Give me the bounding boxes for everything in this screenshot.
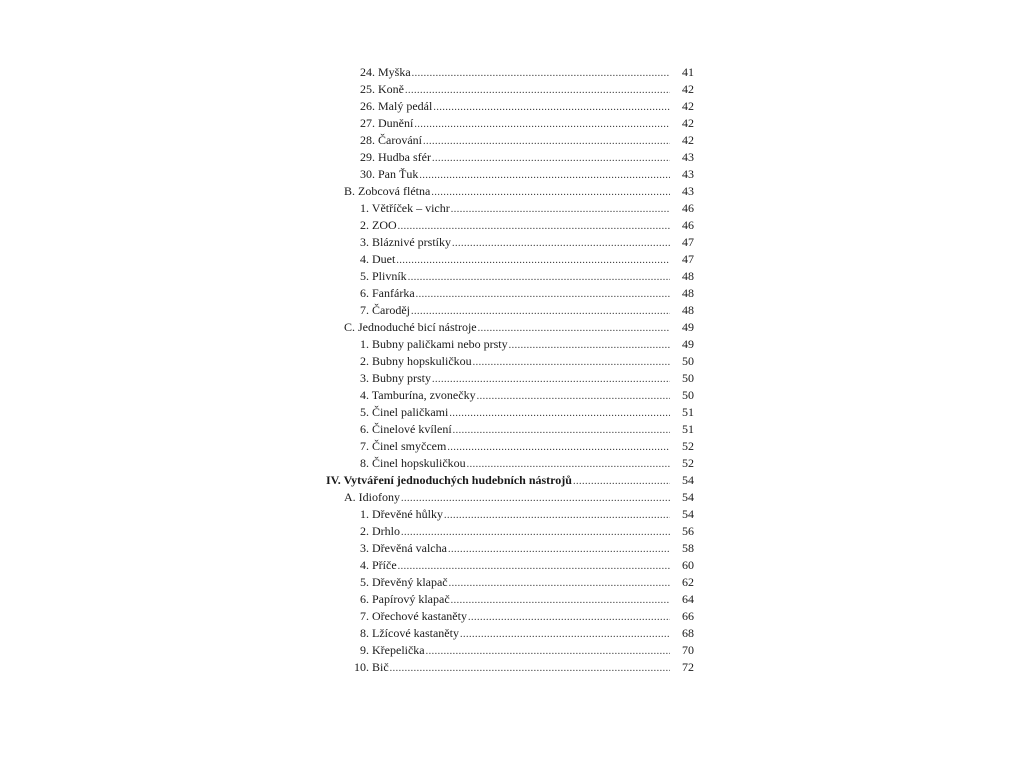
toc-entry — [326, 523, 694, 540]
toc-entry — [326, 642, 694, 659]
toc-entry-page-number: 46 — [682, 201, 694, 215]
toc-entry — [326, 489, 694, 506]
dot-leader — [473, 354, 670, 371]
toc-entry — [326, 353, 694, 370]
toc-entry-page-number: 42 — [682, 99, 694, 113]
dot-leader — [460, 626, 670, 643]
toc-entry — [326, 540, 694, 557]
toc-entry-title: 2. Bubny hopskuličkou — [360, 354, 472, 368]
toc-entry — [326, 421, 694, 438]
toc-entry-title: 1. Bubny paličkami nebo prsty — [360, 337, 508, 351]
toc-entry — [326, 200, 694, 217]
toc-entry-title: 6. Papírový klapač — [360, 592, 450, 606]
dot-leader — [411, 303, 670, 320]
toc-entry — [326, 506, 694, 523]
toc-entry — [326, 472, 694, 489]
toc-entry — [326, 404, 694, 421]
toc-entry-page-number: 66 — [682, 609, 694, 623]
toc-entry-title: 7. Činel smyčcem — [360, 439, 447, 453]
dot-leader — [416, 286, 670, 303]
toc-entry-page-number: 54 — [682, 507, 694, 521]
toc-entry — [326, 98, 694, 115]
dot-leader — [405, 82, 670, 99]
toc-entry-page-number: 48 — [682, 303, 694, 317]
dot-leader — [431, 184, 670, 201]
dot-leader — [432, 371, 670, 388]
toc-entry — [326, 251, 694, 268]
dot-leader — [401, 490, 670, 507]
toc-entry — [326, 336, 694, 353]
dot-leader — [453, 422, 670, 439]
toc-entry-page-number: 60 — [682, 558, 694, 572]
dot-leader — [477, 388, 670, 405]
toc-entry — [326, 591, 694, 608]
toc-entry-title: 4. Duet — [360, 252, 396, 266]
toc-entry-page-number: 52 — [682, 439, 694, 453]
toc-entry-page-number: 70 — [682, 643, 694, 657]
dot-leader — [573, 473, 670, 490]
toc-entry — [326, 557, 694, 574]
toc-entry-title: 24. Myška — [360, 65, 411, 79]
dot-leader — [398, 218, 670, 235]
dot-leader — [478, 320, 670, 337]
toc-entry-page-number: 51 — [682, 422, 694, 436]
table-of-contents — [326, 64, 694, 676]
toc-entry-title: 5. Dřevěný klapač — [360, 575, 448, 589]
toc-entry-title: 27. Dunění — [360, 116, 414, 130]
toc-entry-page-number: 68 — [682, 626, 694, 640]
toc-entry-page-number: 64 — [682, 592, 694, 606]
dot-leader — [509, 337, 670, 354]
toc-entry-title: 30. Pan Ťuk — [360, 167, 419, 181]
dot-leader — [448, 541, 670, 558]
toc-entry-page-number: 49 — [682, 337, 694, 351]
toc-entry-page-number: 50 — [682, 371, 694, 385]
toc-entry — [326, 319, 694, 336]
toc-entry — [326, 285, 694, 302]
toc-entry-page-number: 42 — [682, 82, 694, 96]
toc-entry — [326, 268, 694, 285]
toc-entry-page-number: 42 — [682, 133, 694, 147]
toc-entry-page-number: 62 — [682, 575, 694, 589]
dot-leader — [426, 643, 670, 660]
dot-leader — [449, 575, 670, 592]
toc-entry — [326, 81, 694, 98]
toc-entry-page-number: 72 — [682, 660, 694, 674]
dot-leader — [423, 133, 670, 150]
toc-entry-title: 8. Činel hopskuličkou — [360, 456, 466, 470]
toc-entry-title: A. Idiofony — [344, 490, 400, 504]
dot-leader — [433, 99, 670, 116]
toc-entry-title: 25. Koně — [360, 82, 404, 96]
toc-entry — [326, 217, 694, 234]
dot-leader — [467, 456, 670, 473]
dot-leader — [390, 660, 670, 677]
toc-entry-page-number: 42 — [682, 116, 694, 130]
toc-entry-title: 4. Tamburína, zvonečky — [360, 388, 476, 402]
dot-leader — [414, 116, 670, 133]
toc-entry — [326, 370, 694, 387]
toc-entry-title: 29. Hudba sfér — [360, 150, 431, 164]
toc-entry-title: 8. Lžícové kastaněty — [360, 626, 459, 640]
toc-entry — [326, 149, 694, 166]
toc-entry-title: 26. Malý pedál — [360, 99, 433, 113]
dot-leader — [396, 252, 670, 269]
toc-entry-title: 3. Bláznivé prstíky — [360, 235, 451, 249]
toc-entry — [326, 64, 694, 81]
toc-entry-title: 6. Fanfárka — [360, 286, 415, 300]
toc-entry — [326, 234, 694, 251]
toc-entry-title: 5. Plivník — [360, 269, 407, 283]
toc-entry-title: 3. Bubny prsty — [360, 371, 432, 385]
toc-entry-title: 1. Dřevěné hůlky — [360, 507, 443, 521]
toc-entry-title: 10. Bič — [354, 660, 389, 674]
dot-leader — [447, 439, 670, 456]
toc-entry — [326, 455, 694, 472]
dot-leader — [401, 524, 670, 541]
toc-entry-page-number: 49 — [682, 320, 694, 334]
dot-leader — [452, 235, 670, 252]
toc-entry-title: 6. Činelové kvílení — [360, 422, 452, 436]
toc-entry-page-number: 54 — [682, 473, 694, 487]
toc-entry-page-number: 50 — [682, 388, 694, 402]
toc-entry — [326, 625, 694, 642]
toc-entry-title: B. Zobcová flétna — [344, 184, 431, 198]
toc-entry-title: 2. ZOO — [360, 218, 397, 232]
toc-entry-page-number: 52 — [682, 456, 694, 470]
toc-entry-page-number: 50 — [682, 354, 694, 368]
toc-entry-title: 2. Drhlo — [360, 524, 400, 538]
toc-entry-page-number: 48 — [682, 269, 694, 283]
toc-entry-title: 4. Příče — [360, 558, 397, 572]
toc-entry — [326, 132, 694, 149]
dot-leader — [451, 592, 670, 609]
toc-entry — [326, 387, 694, 404]
toc-entry-title: IV. Vytváření jednoduchých hudebních nástrojů — [326, 473, 572, 487]
dot-leader — [451, 201, 670, 218]
toc-entry — [326, 608, 694, 625]
toc-entry-page-number: 47 — [682, 235, 694, 249]
toc-entry — [326, 166, 694, 183]
toc-entry-title: C. Jednoduché bicí nástroje — [344, 320, 477, 334]
toc-entry-title: 7. Ořechové kastaněty — [360, 609, 467, 623]
toc-entry-page-number: 58 — [682, 541, 694, 555]
toc-entry-title: 1. Větříček – vichr — [360, 201, 450, 215]
toc-entry-page-number: 51 — [682, 405, 694, 419]
toc-entry-title: 7. Čaroděj — [360, 303, 410, 317]
toc-entry-title: 5. Činel paličkami — [360, 405, 449, 419]
dot-leader — [468, 609, 670, 626]
toc-entry-page-number: 41 — [682, 65, 694, 79]
toc-entry — [326, 302, 694, 319]
toc-entry — [326, 659, 694, 676]
toc-entry-title: 9. Křepelička — [360, 643, 425, 657]
dot-leader — [432, 150, 670, 167]
toc-entry-page-number: 48 — [682, 286, 694, 300]
toc-entry-page-number: 54 — [682, 490, 694, 504]
dot-leader — [412, 65, 670, 82]
dot-leader — [419, 167, 670, 184]
dot-leader — [398, 558, 670, 575]
toc-entry-page-number: 56 — [682, 524, 694, 538]
toc-entry-page-number: 43 — [682, 150, 694, 164]
dot-leader — [408, 269, 670, 286]
toc-entry-page-number: 46 — [682, 218, 694, 232]
toc-entry — [326, 183, 694, 200]
toc-entry-page-number: 43 — [682, 167, 694, 181]
toc-entry — [326, 438, 694, 455]
toc-entry — [326, 574, 694, 591]
dot-leader — [449, 405, 670, 422]
toc-entry — [326, 115, 694, 132]
toc-entry-page-number: 47 — [682, 252, 694, 266]
dot-leader — [444, 507, 670, 524]
toc-entry-page-number: 43 — [682, 184, 694, 198]
toc-entry-title: 28. Čarování — [360, 133, 422, 147]
toc-entry-title: 3. Dřevěná valcha — [360, 541, 447, 555]
